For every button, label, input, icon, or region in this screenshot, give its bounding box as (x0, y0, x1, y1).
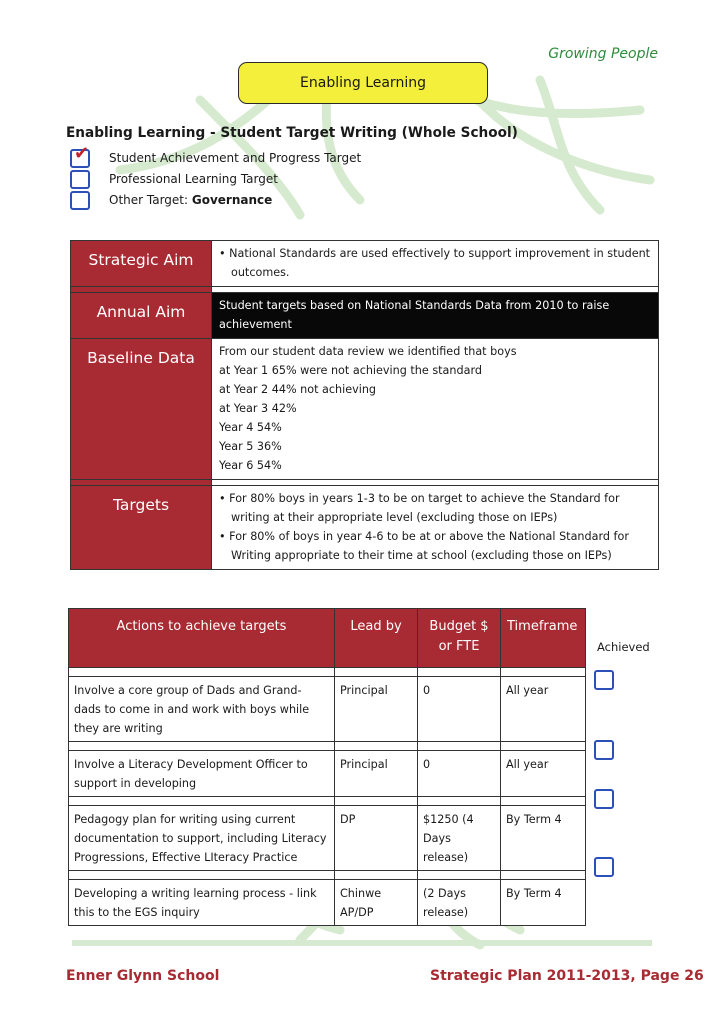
budget-line: release) (423, 851, 469, 864)
achieved-checkbox[interactable] (594, 740, 614, 760)
budget-cell (418, 806, 501, 871)
target-line: • For 80% of boys in year 4-6 to be at or above the National Standard for (219, 530, 629, 543)
annual-aim-line: Student targets based on National Standards Data from 2010 to raise (219, 299, 610, 312)
annual-aim-value (212, 293, 659, 339)
checklist-item-other[interactable] (70, 190, 272, 210)
header-lead-by: Lead by (335, 609, 418, 668)
timeframe-cell: All year (501, 751, 586, 797)
footer-page-label: Strategic Plan 2011-2013, Page 26 (430, 968, 704, 984)
targets-value (212, 486, 659, 570)
growing-people-label: Growing People (548, 46, 658, 62)
action-line: support in developing (74, 777, 197, 790)
action-row (69, 751, 586, 797)
action-line: Pedagogy plan for writing using current (74, 813, 296, 826)
strategic-aim-value (212, 241, 659, 287)
timeframe-cell: By Term 4 (501, 880, 586, 926)
actions-header-row (69, 609, 586, 668)
strategic-aim-bullet-line: outcomes. (231, 266, 290, 279)
strategic-aim-bullet-line: • National Standards are used effectively to support improvement in student (219, 247, 651, 260)
action-cell (69, 806, 335, 871)
targets-row (71, 486, 659, 570)
budget-cell (418, 880, 501, 926)
budget-line: $1250 (4 (423, 813, 474, 826)
budget-cell: 0 (418, 677, 501, 742)
action-cell (69, 751, 335, 797)
action-line: this to the EGS inquiry (74, 906, 200, 919)
timeframe-cell: All year (501, 677, 586, 742)
targets-label: Targets (71, 486, 212, 570)
action-line: documentation to support, including Literacy (74, 832, 327, 845)
annual-aim-label: Annual Aim (71, 293, 212, 339)
action-line: dads to come in and work with boys while (74, 703, 310, 716)
checklist-item-professional[interactable] (70, 169, 278, 189)
budget-cell: 0 (418, 751, 501, 797)
action-row (69, 880, 586, 926)
action-line: Developing a writing learning process - link (74, 887, 317, 900)
footer-school-name: Enner Glynn School (66, 968, 220, 984)
baseline-data-value (212, 339, 659, 480)
target-line: • For 80% boys in years 1-3 to be on target to achieve the Standard for (219, 492, 620, 505)
baseline-data-label: Baseline Data (71, 339, 212, 480)
action-row (69, 806, 586, 871)
achieved-checkbox[interactable] (594, 857, 614, 877)
baseline-line: Year 5 36% (219, 440, 282, 453)
governance-text: Governance (191, 193, 273, 207)
annual-aim-row (71, 293, 659, 339)
aims-table (70, 240, 659, 570)
header-budget-line: or FTE (438, 639, 480, 654)
lead-cell (335, 880, 418, 926)
lead-cell: DP (335, 806, 418, 871)
checkbox[interactable] (70, 191, 90, 210)
action-row (69, 677, 586, 742)
checklist-label: Professional Learning Target (109, 172, 278, 186)
baseline-line: at Year 2 44% not achieving (219, 383, 377, 396)
baseline-line: at Year 1 65% were not achieving the standard (219, 364, 482, 377)
page-title: Enabling Learning - Student Target Writing (Whole School) (66, 125, 518, 141)
checkbox[interactable] (70, 170, 90, 189)
baseline-data-row (71, 339, 659, 480)
timeframe-cell: By Term 4 (501, 806, 586, 871)
baseline-line: Year 6 54% (219, 459, 282, 472)
checkbox[interactable] (70, 142, 90, 168)
achieved-label: Achieved (597, 640, 650, 654)
action-line: Progressions, Effective LIteracy Practice (74, 851, 298, 864)
achieved-checkbox[interactable] (594, 789, 614, 809)
header-timeframe: Timeframe (501, 609, 586, 668)
checklist-item-achievement[interactable] (70, 142, 362, 168)
header-actions: Actions to achieve targets (69, 609, 335, 668)
action-cell (69, 880, 335, 926)
header-budget-line: Budget $ (429, 619, 489, 634)
achieved-checkbox[interactable] (594, 670, 614, 690)
strategic-aim-row (71, 241, 659, 287)
baseline-line: From our student data review we identified that boys (219, 345, 517, 358)
action-line: they are writing (74, 722, 163, 735)
checklist-label: Student Achievement and Progress Target (109, 151, 362, 165)
header-budget (418, 609, 501, 668)
lead-line: Chinwe (340, 887, 382, 900)
target-line: Writing appropriate to their time at school (excluding those on IEPs) (231, 549, 612, 562)
baseline-line: at Year 3 42% (219, 402, 297, 415)
baseline-line: Year 4 54% (219, 421, 282, 434)
lead-line: AP/DP (340, 906, 374, 919)
budget-line: (2 Days (423, 887, 466, 900)
strategic-aim-label: Strategic Aim (71, 241, 212, 287)
lead-cell: Principal (335, 677, 418, 742)
annual-aim-line: achievement (219, 318, 292, 331)
target-line: writing at their appropriate level (excluding those on IEPs) (231, 511, 558, 524)
action-line: Involve a Literacy Development Officer to (74, 758, 308, 771)
enabling-learning-banner: Enabling Learning (238, 62, 488, 104)
lead-cell: Principal (335, 751, 418, 797)
check-icon: ✔ (74, 142, 90, 164)
budget-line: release) (423, 906, 469, 919)
action-cell (69, 677, 335, 742)
checklist-label: Other Target: Governance (109, 193, 273, 207)
budget-line: Days (423, 832, 451, 845)
actions-table (68, 608, 586, 926)
action-line: Involve a core group of Dads and Grand- (74, 684, 302, 697)
